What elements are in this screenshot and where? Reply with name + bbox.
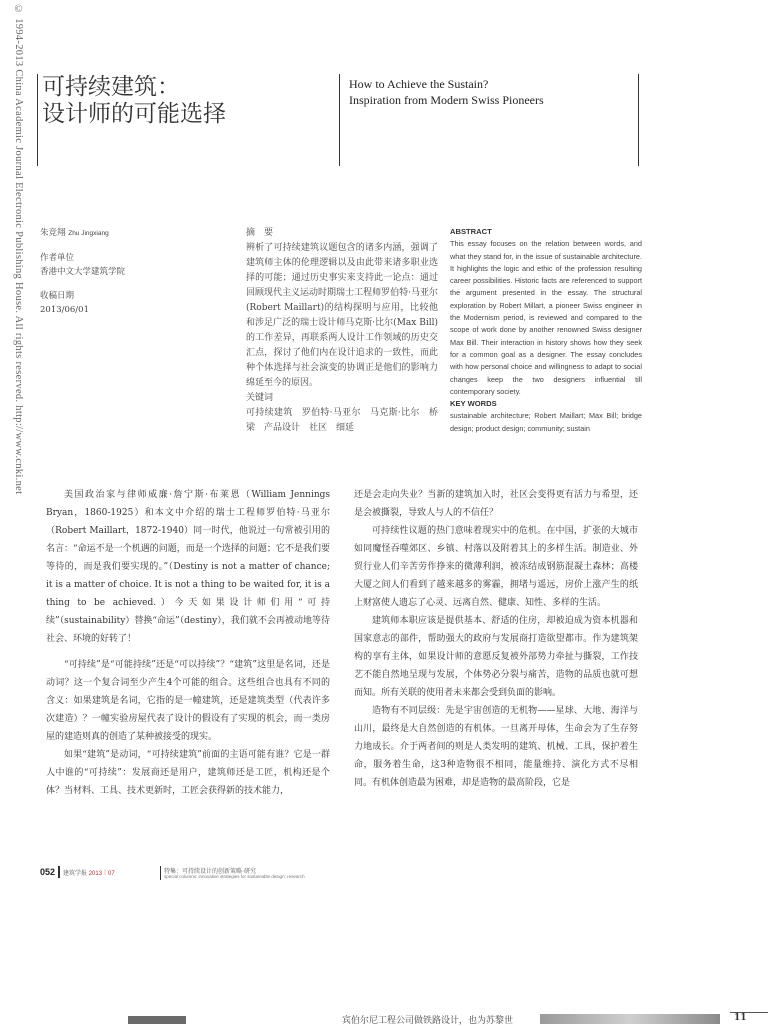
abstract-cn-text: 辨析了可持续建筑议题包含的诸多内涵，强调了建筑师主体的伦理逻辑以及由此带来诸多职业选择的可能；通过历史事实来支持此一论点：通过回顾现代主义运动时期瑞士工程师罗伯特·马亚尔(Robert Maillart)的结构探明与应用，比较他和涉足广泛的瑞士设计师马克斯·比尔(Max Bill)的工作差异，再联系两人设计工作领域的历史交汇点，探讨了他们内在设计追求的一致性，而此种个体选择与社会演变的协调正是他们的影响力绵延至今的原因。	[246, 243, 438, 388]
body-paragraph: 建筑师本职应该是提供基本、舒适的住房，却被迫成为资本机器和国家意志的部件，帮助强大的政府与发展商打造欲望都市。作为建筑架构的享有主体，如果设计师的意愿反复被外部势力牵扯与撕裂，工作技艺不能自然地呈现与发展，个体势必分裂与痛苦，造物的品质也就可想而知。所有关联的使用者未来都会受到负面的影响。	[354, 616, 638, 698]
article-meta	[40, 226, 200, 317]
footer-divider	[58, 866, 60, 878]
keywords-cn-heading: 关键词	[246, 393, 274, 403]
abstract-en-heading: ABSTRACT	[450, 227, 492, 236]
author-name-en: Zhu Jingxiang	[68, 230, 109, 237]
next-page-strip	[0, 1010, 768, 1024]
body-paragraph: 美国政治家与律师威廉·詹宁斯·布莱恩（William Jennings Bryan，1860-1925）和本文中介绍的瑞士工程师罗伯特·马亚尔（Robert Maillart，1872-1940）同一时代，他说过一句常被引用的名言：“命运不是一个机遇的问题，而是一个选择的问题；它不是我们要等待的，而是我们要实现的。”（Destiny is not a matter of chance; it is a matter of choice. It is not a thing to be waited for, it is a thing to be achieved.）今天如果设计师们用“可持续”（sustainability）替换“命运”（destiny），我们就不会再被动地等待社会、环境的好转了！	[46, 490, 330, 644]
title-en-line1: How to Achieve the Sustain?	[349, 77, 489, 91]
author-name-cn: 朱竞翔	[40, 228, 66, 238]
next-page-image	[540, 1014, 720, 1024]
body-paragraph: 还是会走向失业？当新的建筑加入时，社区会变得更有活力与希望，还是会被撕裂，导致人与人的不信任？	[354, 490, 638, 518]
title-english	[349, 76, 544, 108]
title-cn-line2: 设计师的可能选择	[42, 101, 226, 127]
abstract-chinese	[246, 226, 438, 436]
section-title-cn: 特集：可持续设计的创新策略·研究	[164, 869, 256, 875]
title-cn-line1: 可持续建筑：	[42, 74, 180, 100]
abstract-en-text: This essay focuses on the relation between words, and what they stand for, in the issue of sustainable architecture. It highlights the logic and ethic of the profession resulting career possibilities. Historic facts are referenced to support the argument presented in the essay. The structural exploration by Robert Millart, a pioneer Swiss engineer in the Modernism period, is reviewed and compared to the scope of work done by another renowned Swiss designer Max Bill. Their interaction in history shows how they seek for a common goal as a designer. The essay concludes with how personal choice and willingness to adapt to social changes keep the two designers influential till contemporary society.	[450, 239, 642, 396]
copyright-watermark: © 1994-2013 China Academic Journal Electronic Publishing House. All rights reserved. http://www.cnki.net	[13, 4, 24, 495]
body-paragraph: 造物有不同层级：先是宇宙创造的无机物——星球、大地、海洋与山川，最终是大自然创造的有机体。一旦离开母体，生命会为了生存努力地成长。介于两者间的则是人类发明的建筑、机械、工具，保护着生命，服务着生命，这3种造物很不相同，能量维持、演化方式不尽相同。有机体创造最为困难，却是造物的最高阶段，它是	[354, 706, 638, 788]
keywords-cn: 可持续建筑 罗伯特·马亚尔 马克斯·比尔 桥梁 产品设计 社区 细延	[246, 408, 438, 433]
next-page-number: 11	[734, 1013, 747, 1023]
next-page-caption: 宾伯尔尼工程公司做铁路设计，也为苏黎世	[342, 1016, 514, 1026]
affiliation-label: 作者单位	[40, 253, 75, 263]
section-title-en: special columns: innovative strategies for sustainable design: research	[164, 874, 305, 879]
received-label: 收稿日期	[40, 291, 75, 301]
body-column-right	[354, 486, 638, 792]
body-paragraph: 如果“建筑”是动词，“可持续建筑”前面的主语可能有谁？它是一群人中谁的“可持续”：发展商还是用户，建筑师还是工匠，机构还是个体？当材料、工具、技术更新时，工匠会获得新的技术能力，	[46, 750, 330, 796]
received-date: 2013/06/01	[40, 305, 89, 315]
body-paragraph: 可持续性议题的热门意味着现实中的危机。在中国，扩张的大城市如同魔怪吞噬郊区、乡镇、村落以及附着其上的多样生活。制造业、外贸行业人们辛苦劳作挣来的微薄利润，被冻结成钢筋混凝土森林；高楼大厦之间人们看到了越来越多的雾霾，拥堵与遥远，房价上涨产生的纸上财富使人遗忘了心灵、远离自然、健康、知性、多样的生活。	[354, 526, 638, 608]
keywords-en: sustainable architecture; Robert Maillart; Max Bill; bridge design; product design; community; sustain	[450, 411, 642, 433]
title-rule-right	[638, 74, 639, 166]
author-row	[40, 226, 200, 241]
title-en-line2: Inspiration from Modern Swiss Pioneers	[349, 93, 544, 107]
title-rule-left	[37, 74, 38, 166]
title-rule-middle	[339, 74, 340, 166]
body-column-left	[46, 486, 330, 800]
body-paragraph: “可持续”是“可能持续”还是“可以持续”？“建筑”这里是名词，还是动词？这一个复合词至少产生4个可能的组合。这些组合也具有不同的含义：如果建筑是名词，它指的是一幢建筑，还是建筑类型（代表许多次建造）？一幢实验房屋代表了设计的假设有了实现的机会，而一类房屋的建造则真的创造了某种被接受的现实。	[46, 660, 330, 742]
journal-info	[63, 868, 115, 877]
affiliation: 香港中文大学建筑学院	[40, 267, 126, 277]
abstract-english	[450, 226, 642, 435]
abstract-cn-heading: 摘 要	[246, 228, 274, 238]
title-chinese	[42, 74, 226, 128]
journal-name: 建筑学报	[63, 871, 88, 877]
keywords-en-heading: KEY WORDS	[450, 399, 497, 409]
journal-issue: 2013｜07	[88, 871, 115, 877]
page-number: 052	[40, 867, 56, 877]
footer-divider	[160, 866, 161, 880]
next-page-image	[128, 1016, 186, 1024]
